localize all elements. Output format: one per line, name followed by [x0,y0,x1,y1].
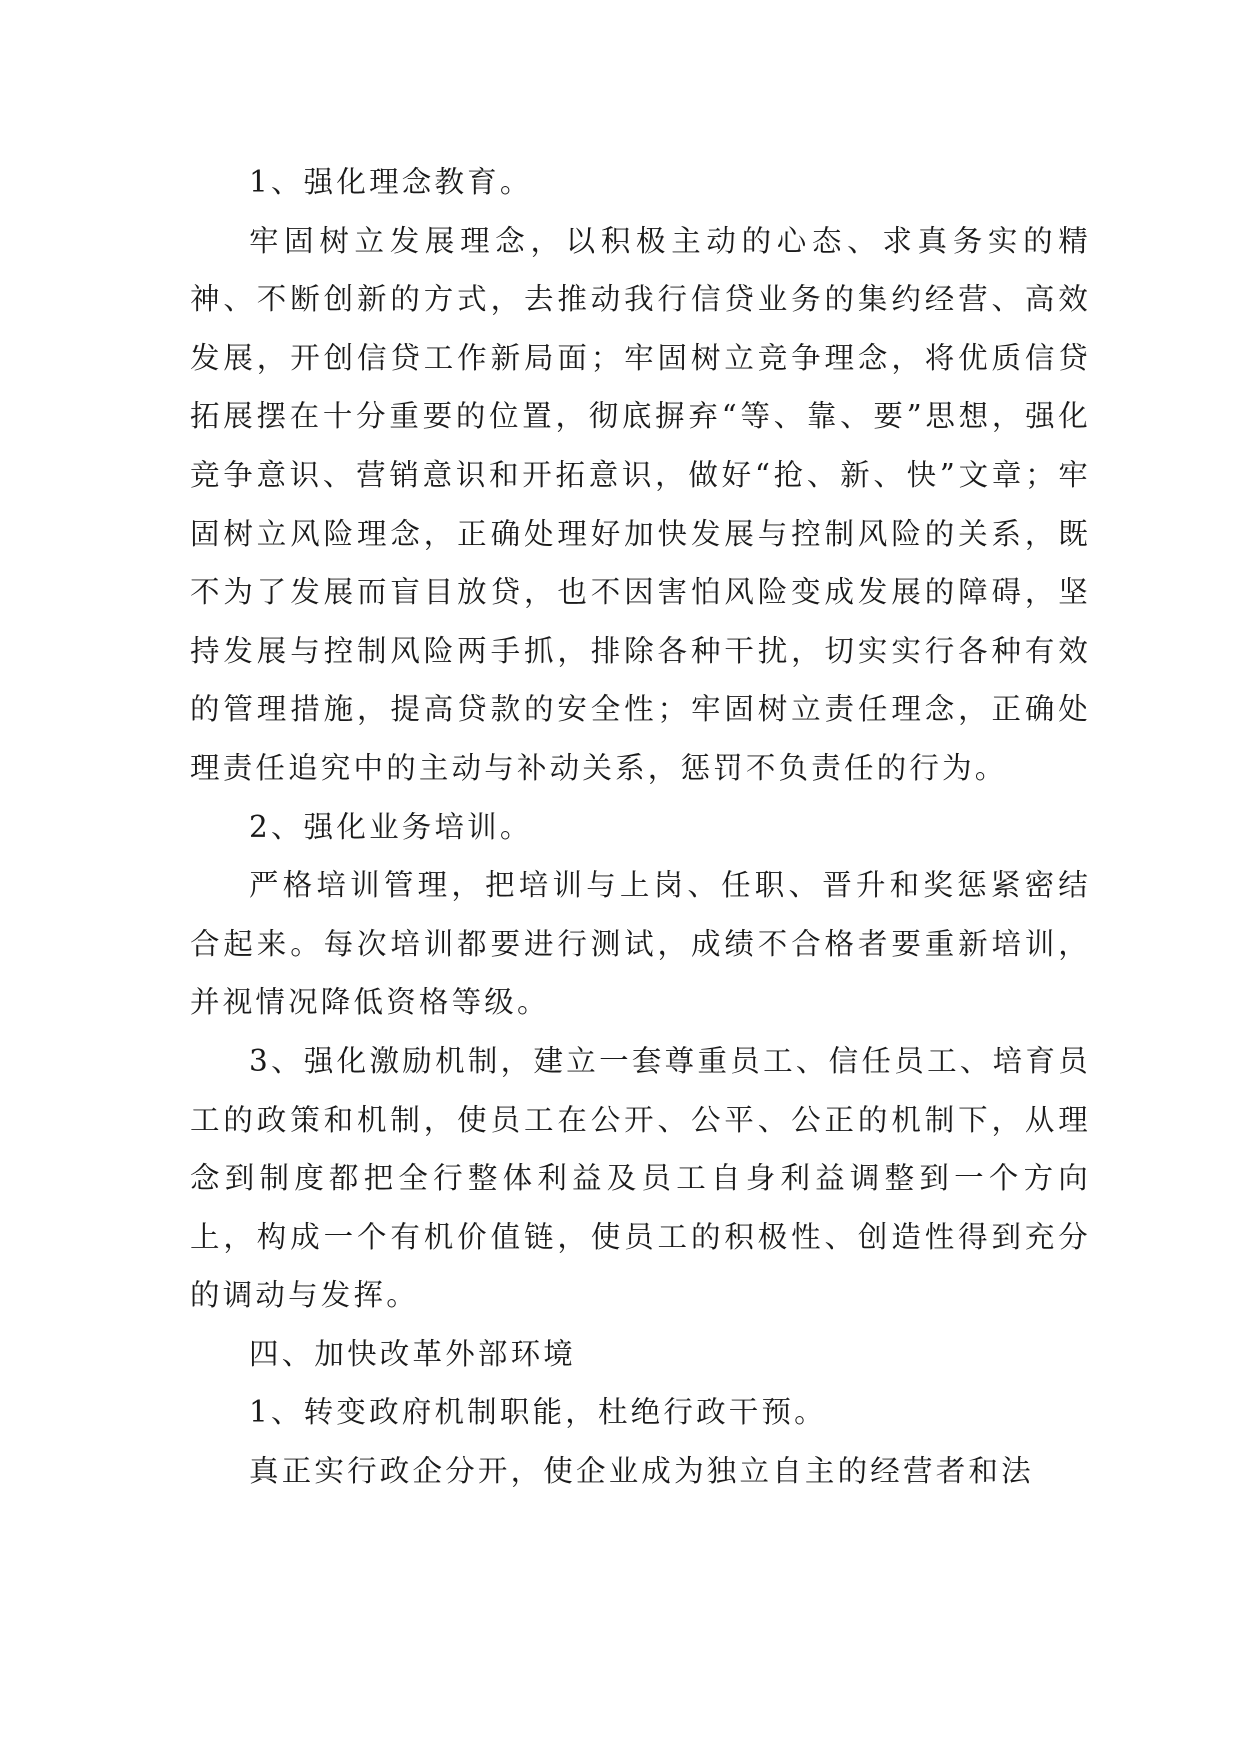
paragraph-incentive-mechanism: 3、强化激励机制，建立一套尊重员工、信任员工、培育员工的政策和机制，使员工在公开、公平、公正的机制下，从理念到制度都把全行整体利益及员工自身利益调整到一个方向上，构成一个有机价值链，使员工的积极性、创造性得到充分的调动与发挥。 [190,1043,1091,1313]
heading-government-functions: 1、转变政府机制职能，杜绝行政干预。 [249,1395,827,1430]
paragraph-business-training-body: 严格培训管理，把培训与上岗、任职、晋升和奖惩紧密结合起来。每次培训都要进行测试，成绩不合格者要重新培训，并视情况降低资格等级。 [190,868,1091,1020]
heading-strengthen-business-training: 2、强化业务培训。 [249,809,533,844]
paragraph-government-functions-body: 真正实行政企分开，使企业成为独立自主的经营者和法 [249,1454,1034,1489]
section-heading-external-environment: 四、加快改革外部环境 [249,1336,577,1371]
heading-strengthen-concept-education: 1、强化理念教育。 [249,165,533,199]
paragraph-concept-education-body: 牢固树立发展理念，以积极主动的心态、求真务实的精神、不断创新的方式，去推动我行信贷业务的集约经营、高效发展，开创信贷工作新局面；牢固树立竞争理念，将优质信贷拓展摆在十分重要的位置，彻底摒弃“等、靠、要”思想，强化竞争意识、营销意识和开拓意识，做好“抢、新、快”文章；牢固树立风险理念，正确处理好加快发展与控制风险的关系，既不为了发展而盲目放贷，也不因害怕风险变成发展的障碍，坚持发展与控制风险两手抓，排除各种干扰，切实实行各种有效的管理措施，提高贷款的安全性；牢固树立责任理念，正确处理责任追究中的主动与补动关系，惩罚不负责任的行为。 [190,223,1091,785]
